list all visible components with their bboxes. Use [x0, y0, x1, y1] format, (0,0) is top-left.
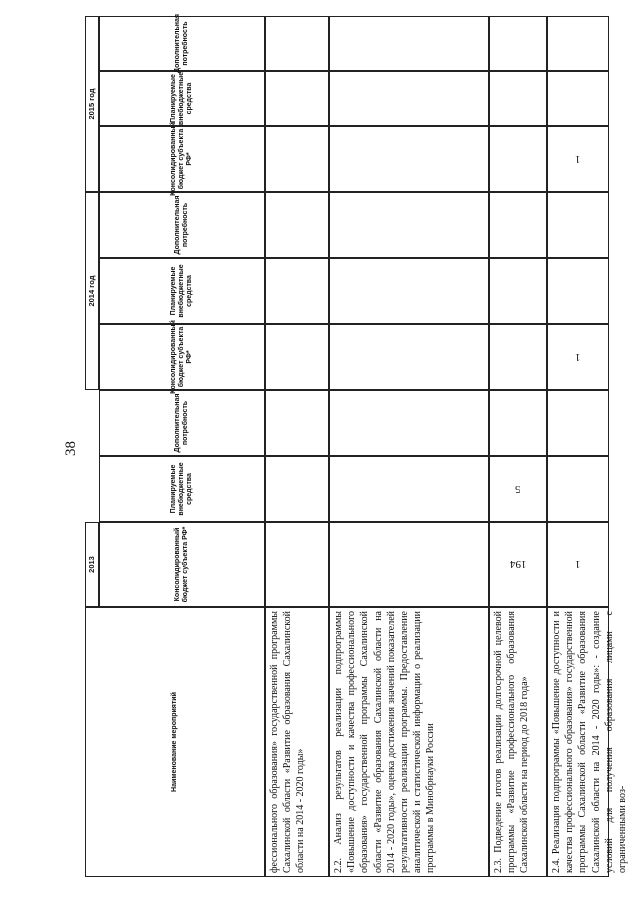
value-cell: [489, 456, 547, 522]
rotated-table: [85, 14, 628, 877]
page-number: 38: [63, 441, 79, 456]
value-cell: [265, 126, 329, 192]
row-2-activity: 2.2. Анализ результатов реализации подпрограммы «Повышение доступности и качества профессионального образования» государственной программы Сахалинской области «Развитие образования Сахалинской области на 2014 - 2020 годы», оценка достижения значений показателей результативности реализации программы. Предоставление аналитической и статистической информации о реализации программы в Минобрнауки России: [329, 607, 489, 877]
value-text: 194: [509, 558, 527, 571]
value-cell: [265, 192, 329, 258]
row-4-activity: 2.4. Реализация подпрограммы «Повышение доступности и качества профессионального образования» государственной программы Сахалинской области «Развитие образования Сахалинской области на 2014 - 2020 годы»: - создание условий для получения образования лицами с ограниченными воз-: [547, 607, 609, 877]
header-2015-planned: [99, 71, 265, 126]
header-2013-planned: [99, 456, 265, 522]
value-cell: [265, 456, 329, 522]
header-2015-additional-label: Дополнительная потребность: [173, 14, 189, 73]
value-cell: [329, 16, 489, 71]
value-cell: [265, 390, 329, 456]
header-2013-additional-label: Дополнительная потребность: [173, 393, 189, 453]
value-cell: [265, 522, 329, 607]
header-2014-consolidated-label: Консолидированный бюджет субъекта РФ*: [169, 320, 194, 394]
value-cell: [489, 258, 547, 324]
value-cell: [489, 390, 547, 456]
value-cell: [329, 390, 489, 456]
header-2014-additional: [99, 192, 265, 258]
header-2014-planned-label: Планируемые внебюджетные средства: [169, 264, 194, 318]
value-cell: [489, 192, 547, 258]
header-2013-planned-label: Планируемые внебюджетные средства: [169, 462, 194, 516]
header-2013-consolidated-label: Консолидированный бюджет субъекта РФ*: [173, 526, 189, 603]
value-text: 5: [515, 483, 521, 495]
value-cell: [547, 456, 609, 522]
header-year-2015: 2015 год: [85, 16, 99, 192]
value-cell: [265, 16, 329, 71]
value-cell: [329, 126, 489, 192]
header-2014-additional-label: Дополнительная потребность: [173, 195, 189, 255]
header-2013-consolidated: [99, 522, 265, 607]
header-year-2013: 2013: [85, 522, 99, 607]
row-1-activity: фессионального образования» государственной программы Сахалинской области «Развитие образования Сахалинской области на 2014 - 2020 годы»: [265, 607, 329, 877]
header-2015-planned-label: Планируемые внебюджетные средства: [169, 71, 194, 126]
header-2013-additional: [99, 390, 265, 456]
value-cell: [547, 192, 609, 258]
header-2015-additional: [99, 16, 265, 71]
value-cell: [547, 324, 609, 390]
value-text: 1: [575, 153, 581, 165]
value-cell: [547, 390, 609, 456]
value-cell: [265, 324, 329, 390]
header-2015-consolidated-label: Консолидированный бюджет субъекта РФ*: [169, 122, 194, 196]
value-cell: [489, 16, 547, 71]
value-cell: [547, 522, 609, 607]
value-cell: [489, 71, 547, 126]
value-cell: [329, 71, 489, 126]
header-2014-consolidated: [99, 320, 265, 394]
value-cell: [265, 258, 329, 324]
value-text: 1: [575, 558, 581, 571]
value-cell: [329, 324, 489, 390]
row-3-activity: 2.3. Подведение итогов реализации долгосрочной целевой программы «Развитие профессионального образования Сахалинской области на период до 2018 года»: [489, 607, 547, 877]
value-cell: [547, 16, 609, 71]
header-activity: Наименование мероприятий: [85, 607, 265, 877]
header-2014-planned: [99, 258, 265, 324]
value-cell: [547, 126, 609, 192]
value-cell: [547, 71, 609, 126]
value-cell: [329, 258, 489, 324]
header-year-2014: 2014 год: [85, 192, 99, 390]
value-cell: [329, 522, 489, 607]
value-cell: [489, 522, 547, 607]
header-2015-consolidated: [99, 122, 265, 196]
value-text: 1: [575, 351, 581, 363]
value-cell: [329, 192, 489, 258]
value-cell: [489, 126, 547, 192]
value-cell: [329, 456, 489, 522]
value-cell: [547, 258, 609, 324]
value-cell: [489, 324, 547, 390]
value-cell: [265, 71, 329, 126]
